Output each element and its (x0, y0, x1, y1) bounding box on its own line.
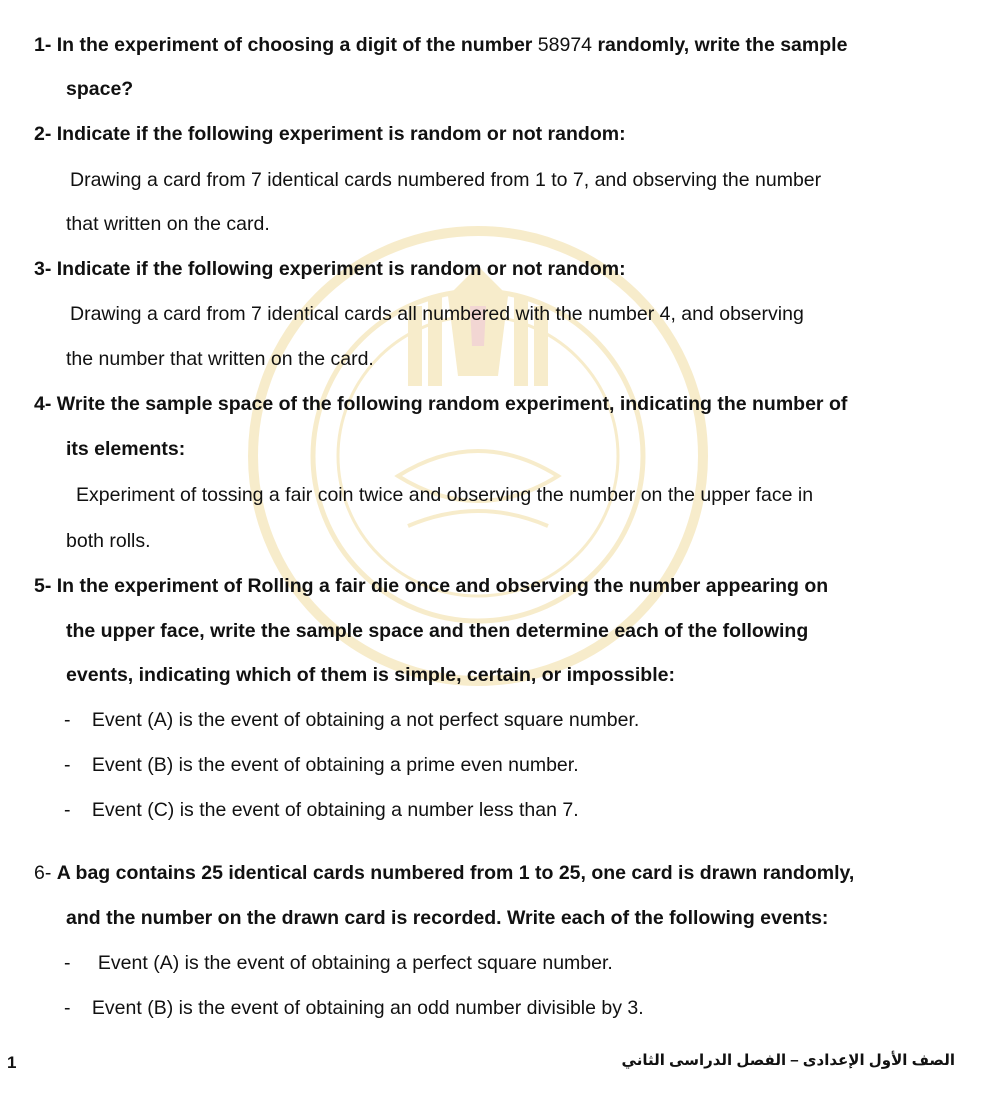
question-6-bullet-a (64, 950, 613, 976)
question-1-number: 1- (34, 34, 52, 56)
question-6 (34, 860, 854, 886)
question-3-body-line-2: the number that written on the card. (66, 348, 374, 370)
question-6-event-b: Event (B) is the event of obtaining an odd number divisible by 3. (91, 997, 644, 1019)
question-4-prompt-line-2: its elements: (66, 438, 186, 460)
question-1-continuation: space? (66, 78, 134, 100)
question-3-body-line-1: Drawing a card from 7 identical cards all numbered with the number 4, and observing (70, 303, 804, 325)
question-4-body-line-1: Experiment of tossing a fair coin twice and observing the number on the upper face in (76, 484, 814, 506)
question-6-bullet-b (64, 995, 644, 1021)
question-6-event-a: Event (A) is the event of obtaining a perfect square number. (97, 952, 613, 974)
question-5-event-b: Event (B) is the event of obtaining a prime even number. (91, 754, 579, 776)
question-4-prompt-line-1: Write the sample space of the following random experiment, indicating the number of (56, 393, 848, 415)
question-2-prompt: Indicate if the following experiment is random or not random: (56, 123, 626, 145)
question-5-event-c: Event (C) is the event of obtaining a number less than 7. (91, 799, 579, 821)
question-5-bullet-b (64, 752, 579, 778)
bullet-dash: - (64, 997, 71, 1019)
question-5-event-a: Event (A) is the event of obtaining a not perfect square number. (91, 709, 640, 731)
question-4 (34, 391, 847, 417)
question-3-number: 3- (34, 258, 52, 280)
question-6-prompt-line-2: and the number on the drawn card is recorded. Write each of the following events: (66, 907, 829, 929)
question-4-body-line-2: both rolls. (66, 530, 151, 552)
question-5-bullet-a (64, 707, 639, 733)
question-2-body-line-1: Drawing a card from 7 identical cards numbered from 1 to 7, and observing the number (70, 169, 822, 191)
question-6-number: 6- (34, 862, 52, 884)
question-5 (34, 573, 828, 599)
bullet-dash: - (64, 709, 71, 731)
question-6-prompt-line-1: A bag contains 25 identical cards numbered from 1 to 25, one card is drawn randomly, (56, 862, 855, 884)
question-4-number: 4- (34, 393, 52, 415)
question-1-prompt-start: In the experiment of choosing a digit of the number (56, 34, 533, 56)
question-2-body-line-2: that written on the card. (66, 213, 270, 235)
bullet-dash: - (64, 799, 71, 821)
question-2-number: 2- (34, 123, 52, 145)
question-5-prompt-line-3: events, indicating which of them is simple, certain, or impossible: (66, 664, 675, 686)
question-1-digit-number: 58974 (537, 34, 593, 56)
bullet-dash: - (64, 754, 71, 776)
question-5-prompt-line-2: the upper face, write the sample space and then determine each of the following (66, 620, 809, 642)
footer-grade-term: الصف الأول الإعدادى – الفصل الدراسى الثاني (621, 1052, 955, 1069)
question-3 (34, 256, 626, 282)
page-number: 1 (7, 1053, 17, 1072)
bullet-dash: - (64, 952, 71, 974)
question-1 (34, 32, 847, 58)
question-5-bullet-c (64, 797, 579, 823)
question-5-prompt-line-1: In the experiment of Rolling a fair die once and observing the number appearing on (56, 575, 829, 597)
question-2 (34, 121, 626, 147)
question-1-prompt-end: randomly, write the sample (597, 34, 848, 56)
question-5-number: 5- (34, 575, 52, 597)
question-3-prompt: Indicate if the following experiment is random or not random: (56, 258, 626, 280)
